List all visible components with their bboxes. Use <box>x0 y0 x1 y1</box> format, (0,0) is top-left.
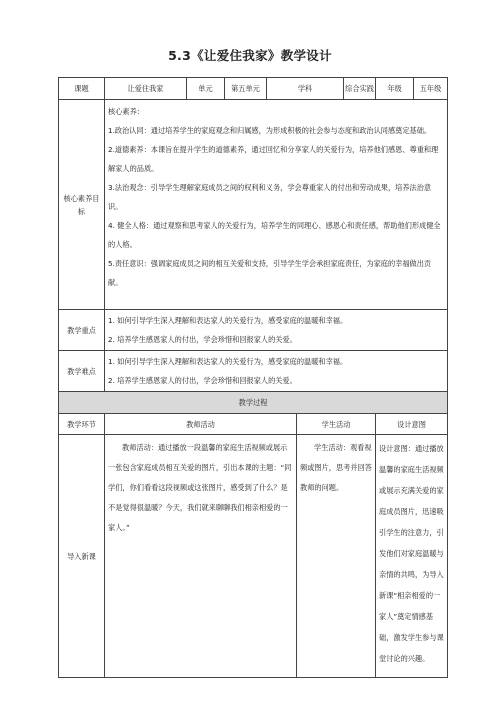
core-literacy-item: 5.责任意识：强调家庭成员之间的相互关爱和支持，引导学生学会承担家庭责任，为家庭的幸福做出贡献。 <box>108 259 432 287</box>
col-student-header: 学生活动 <box>297 414 376 435</box>
difficult-points-row <box>59 351 448 392</box>
difficult-point-item: 2. 培养学生感恩家人的付出，学会珍惜和回报家人的关爱。 <box>108 376 297 385</box>
process-header-row <box>59 392 448 414</box>
subject-label: 学科 <box>267 78 344 100</box>
info-row <box>59 78 448 100</box>
difficult-points-label: 教学难点 <box>59 351 105 392</box>
col-teacher-header: 教师活动 <box>105 414 297 435</box>
grade-label: 年级 <box>376 78 414 100</box>
process-teacher-activity: 教师活动：通过播放一段温馨的家庭生活视频或展示一张包含家庭成员相互关爱的图片，引出本课的主题：“同学们，你们看看这段视频或这张图片，感受到了什么？是不是觉得很温暖？今天，我们就来聊聊我们相亲相爱的一家人。” <box>105 435 297 678</box>
subject-value: 综合实践 <box>344 78 376 100</box>
course-label: 课题 <box>59 78 105 100</box>
key-points-label: 教学重点 <box>59 310 105 351</box>
col-design-header: 设计意图 <box>376 414 448 435</box>
difficult-point-item: 1. 如何引导学生深入理解和表达家人的关爱行为，感受家庭的温暖和幸福。 <box>108 357 348 366</box>
difficult-points-content <box>105 351 448 392</box>
core-literacy-label: 核心素养目标 <box>59 100 105 310</box>
core-literacy-item: 3.法治观念：引导学生理解家庭成员之间的权利和义务，学会尊重家人的付出和劳动成果，培养法治意识。 <box>108 183 432 211</box>
core-literacy-item: 1.政治认同：通过培养学生的家庭观念和归属感，为形成积极的社会参与态度和政治认同感奠定基础。 <box>108 126 432 135</box>
key-point-item: 1. 如何引导学生深入理解和表达家人的关爱行为，感受家庭的温暖和幸福。 <box>108 316 348 325</box>
process-row <box>59 435 448 678</box>
core-literacy-item: 2.道德素养：本课旨在提升学生的道德素养，通过回忆和分享家人的关爱行为，培养他们感恩、尊重和理解家人的品质。 <box>108 145 439 173</box>
process-design-intent: 设计意图：通过播放温馨的家庭生活视频或展示充满关爱的家庭成员图片，迅速吸引学生的注意力，引发他们对家庭温暖与亲情的共鸣，为导入新课“相亲相爱的一家人”奠定情感基础，激发学生参与课堂讨论的兴趣。 <box>376 435 448 678</box>
core-literacy-row <box>59 100 448 310</box>
process-header: 教学过程 <box>59 392 448 414</box>
key-point-item: 2. 培养学生感恩家人的付出，学会珍惜和回报家人的关爱。 <box>108 335 297 344</box>
key-points-content <box>105 310 448 351</box>
lesson-plan-table <box>58 77 448 678</box>
process-student-activity: 学生活动：观看视频或图片，思考并回答教师的问题。 <box>297 435 376 678</box>
course-value: 让爱住我家 <box>105 78 187 100</box>
core-literacy-content <box>105 100 448 310</box>
process-columns-row <box>59 414 448 435</box>
process-stage: 导入新课 <box>59 435 105 678</box>
col-stage-header: 教学环节 <box>59 414 105 435</box>
key-points-row <box>59 310 448 351</box>
grade-value: 五年级 <box>414 78 448 100</box>
core-literacy-item: 4. 健全人格：通过观察和思考家人的关爱行为，培养学生的同理心、感恩心和责任感，帮助他们形成健全的人格。 <box>108 221 441 249</box>
core-literacy-heading: 核心素养： <box>108 107 144 116</box>
unit-value: 第五单元 <box>225 78 267 100</box>
unit-label: 单元 <box>187 78 225 100</box>
document-title: 5.3《让爱住我家》教学设计 <box>168 48 332 63</box>
